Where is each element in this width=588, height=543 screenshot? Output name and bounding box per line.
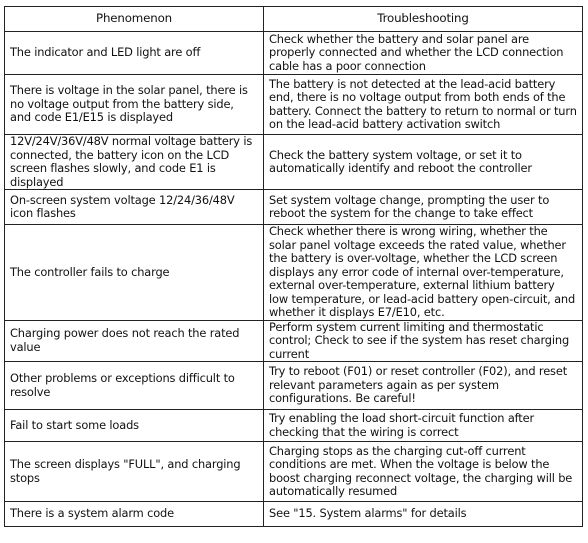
troubleshooting-cell: Try enabling the load short-circuit function after checking that the wiring is correct: [264, 410, 583, 442]
phenomenon-cell: 12V/24V/36V/48V normal voltage battery is connected, the battery icon on the LCD screen flashes slowly, and code E1 is displayed: [5, 135, 264, 190]
troubleshooting-cell: The battery is not detected at the lead-acid battery end, there is no voltage output from both ends of the battery. Connect the battery to return to normal or turn on the lead-acid battery activation switch: [264, 75, 583, 135]
troubleshooting-cell: Set system voltage change, prompting the user to reboot the system for the change to take effect: [264, 190, 583, 225]
table-row: [5, 442, 583, 502]
troubleshooting-cell: Charging stops as the charging cut-off current conditions are met. When the voltage is below the boost charging reconnect voltage, the charging will be automatically resumed: [264, 442, 583, 502]
table-row: [5, 190, 583, 225]
troubleshooting-cell: Check the battery system voltage, or set it to automatically identify and reboot the controller: [264, 135, 583, 190]
troubleshooting-cell: Perform system current limiting and thermostatic control; Check to see if the system has reset charging current: [264, 320, 583, 362]
header-phenomenon: Phenomenon: [5, 7, 264, 32]
table-row: [5, 225, 583, 321]
table-row: [5, 362, 583, 410]
phenomenon-cell: The indicator and LED light are off: [5, 32, 264, 75]
phenomenon-cell: The controller fails to charge: [5, 225, 264, 321]
table-row: [5, 135, 583, 190]
phenomenon-cell: Other problems or exceptions difficult to resolve: [5, 362, 264, 410]
phenomenon-cell: The screen displays "FULL", and charging stops: [5, 442, 264, 502]
troubleshooting-cell: Try to reboot (F01) or reset controller (F02), and reset relevant parameters again as per system configurations. Be careful!: [264, 362, 583, 410]
table-row: [5, 75, 583, 135]
table-row: [5, 320, 583, 362]
troubleshooting-cell: Check whether the battery and solar panel are properly connected and whether the LCD connection cable has a poor connection: [264, 32, 583, 75]
table-row: [5, 410, 583, 442]
phenomenon-cell: Fail to start some loads: [5, 410, 264, 442]
table-row: [5, 502, 583, 527]
header-troubleshooting: Troubleshooting: [264, 7, 583, 32]
phenomenon-cell: On-screen system voltage 12/24/36/48V icon flashes: [5, 190, 264, 225]
phenomenon-cell: There is voltage in the solar panel, there is no voltage output from the battery side, and code E1/E15 is displayed: [5, 75, 264, 135]
troubleshooting-cell: See "15. System alarms" for details: [264, 502, 583, 527]
troubleshooting-table: [4, 6, 583, 527]
phenomenon-cell: Charging power does not reach the rated value: [5, 320, 264, 362]
table-row: [5, 32, 583, 75]
phenomenon-cell: There is a system alarm code: [5, 502, 264, 527]
troubleshooting-cell: Check whether there is wrong wiring, whether the solar panel voltage exceeds the rated value, whether the battery is over-voltage, whether the LCD screen displays any error code of internal over-temperature, external over-temperature, external lithium battery low temperature, or lead-acid battery open-circuit, and whether it displays E7/E10, etc.: [264, 225, 583, 321]
table-header-row: [5, 7, 583, 32]
